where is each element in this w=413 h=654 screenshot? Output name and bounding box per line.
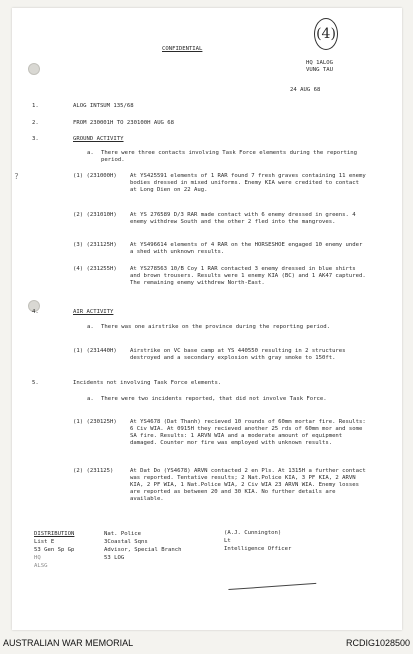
classification-heading: CONFIDENTIAL (162, 46, 203, 52)
item-number: 2. (32, 120, 39, 126)
event-text: At YS496614 elements of 4 RAR on the HORSESHOE engaged 10 enemy under a shed with unknown results. (130, 242, 363, 256)
incidents-heading: Incidents not involving Task Force elements. (73, 380, 222, 386)
sub-marker: a. (87, 324, 94, 330)
distribution-col2: Nat. Police (104, 531, 142, 537)
distribution-extra: HQ (34, 555, 41, 561)
period-line: FROM 230001H TO 230100H AUG 68 (73, 120, 175, 126)
event-label: (1) (230125H) (73, 419, 117, 425)
event-text: At YS278563 10/B Coy 1 RAR contacted 3 enemy dressed in blue shirts and brown trousers. Results were 1 enemy KIA (BC) and 1 AK47 captured. The remaining enemy withdrew North-East. (130, 266, 366, 287)
hq-line: HQ 1ALOG (306, 60, 333, 66)
sub-marker: a. (87, 150, 94, 156)
distribution-heading: DISTRIBUTION (34, 531, 75, 537)
event-text: At Dat Do (YS4678) ARVN contacted 2 en Pls. At 1315H a further contact was reported. Tentative results; 2 Nat.Police KIA, 3 PF KIA, 2 ARVN KIA, 2 PF WIA, 1 Nat.Police WIA, 2 Civ WIA 23 ARVN WIA. Enemy losses are reported as between 20 and 30 KIA. No further details are available. (130, 468, 366, 503)
event-text: At YS425591 elements of 1 RAR found 7 fresh graves containing 11 enemy bodies dressed in mixed uniforms. Enemy KIA were credited to contact at Long Dien on 22 Aug. (130, 173, 366, 194)
distribution-col2: 53 LOG (104, 555, 125, 561)
event-label: (2) (231010H) (73, 212, 117, 218)
ground-activity-heading: GROUND ACTIVITY (73, 136, 124, 142)
distribution-list: List E (34, 539, 55, 545)
item-number: 4. (32, 309, 39, 315)
punch-hole (28, 63, 40, 75)
distribution-extra: ALSG (34, 563, 48, 569)
event-label: (2) (231125) (73, 468, 114, 474)
event-text: Airstrike on VC base camp at YS 440550 resulting in 2 structures destroyed and a secondary explosion with gray smoke to 150ft. (130, 348, 346, 362)
event-label: (1) (231440H) (73, 348, 117, 354)
signatory-name: (A.J. Cunnington) (224, 530, 282, 536)
item-number: 1. (32, 103, 39, 109)
air-intro: There was one airstrike on the province during the reporting period. (101, 324, 331, 330)
distribution-col2: Advisor, Special Branch (104, 547, 182, 553)
item-number: 3. (32, 136, 39, 142)
incidents-intro: There were two incidents reported, that did not involve Task Force. (101, 396, 327, 402)
record-id: RCDIG1028500 (345, 638, 410, 648)
event-text: At YS4678 (Dat Thanh) recieved 10 rounds of 60mm mortar fire. Results: 6 Civ WIA. At 0915H they recieved another 25 rds of 60mm mor and some SA fire. Results: 1 ARVN WIA and a moderate amount of equipment damaged. Counter mor fire was employed with unknown results. (130, 419, 366, 447)
folio-number: (4) (314, 18, 338, 50)
signatory-title: Intelligence Officer (224, 546, 292, 552)
ground-intro: There were three contacts involving Task Force elements during the reporting period. (101, 150, 357, 164)
intsum-title: ALOG INTSUM 135/68 (73, 103, 134, 109)
signatory-rank: Lt (224, 538, 231, 544)
item-number: 5. (32, 380, 39, 386)
archive-name: AUSTRALIAN WAR MEMORIAL (3, 638, 134, 648)
sub-marker: a. (87, 396, 94, 402)
event-label: (4) (231255H) (73, 266, 117, 272)
air-activity-heading: AIR ACTIVITY (73, 309, 114, 315)
event-label: (3) (231125H) (73, 242, 117, 248)
archive-footer (0, 632, 413, 654)
distribution-col2: 3Coastal Sqns (104, 539, 148, 545)
date-line: 24 AUG 68 (290, 87, 321, 93)
event-text: At YS 276589 D/3 RAR made contact with 6 enemy dressed in greens. 4 enemy withdrew South and the other 2 fled into the mangroves. (130, 212, 356, 226)
distribution-unit: 53 Gen Sp Gp (34, 547, 75, 553)
location-line: VUNG TAU (306, 67, 333, 73)
event-label: (1) (231000H) (73, 173, 117, 179)
margin-mark: ? (14, 172, 19, 181)
